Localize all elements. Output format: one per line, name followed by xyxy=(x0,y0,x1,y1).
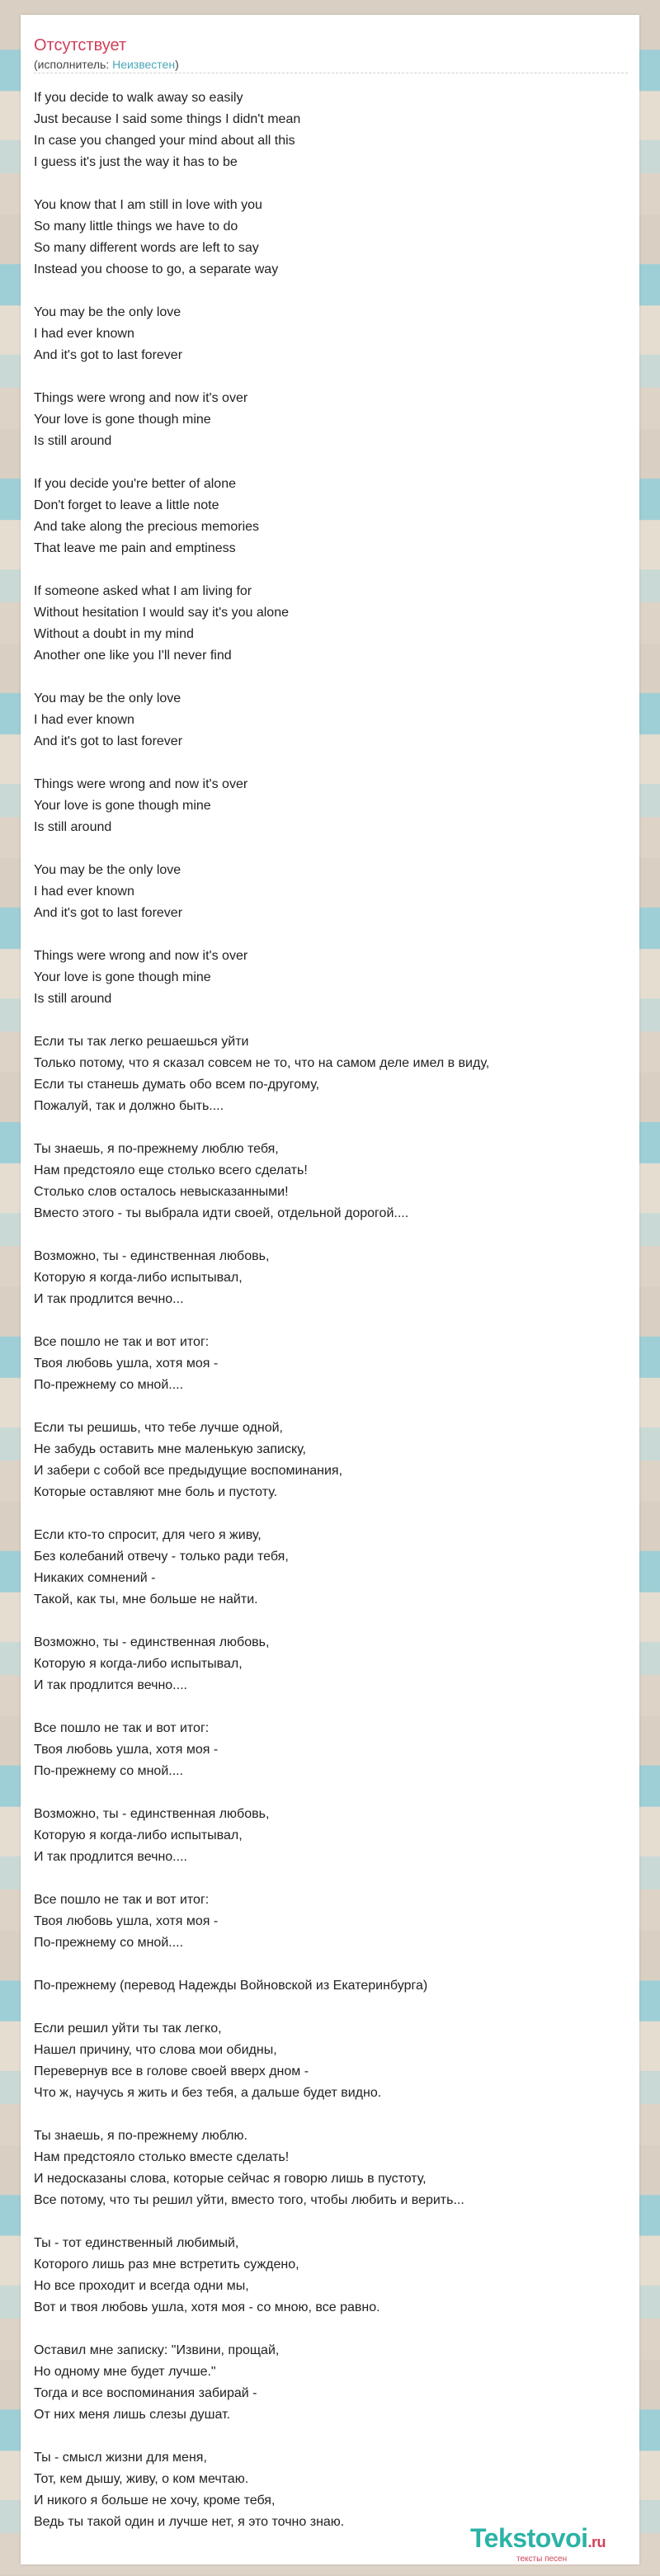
artist-suffix: ) xyxy=(175,58,179,71)
logo-tld: .ru xyxy=(587,2534,606,2550)
artist-line xyxy=(34,58,179,72)
lyrics-card xyxy=(21,15,639,2564)
song-title: Отсутствует xyxy=(34,36,127,54)
lyrics-text: If you decide to walk away so easily Just because I said some things I didn't mean In case you changed your mind about all this I guess it's just the way it has to be You know that I am still in love with you So many little things we have to do So many different words are left to say Instead you choose to go, a separate way You may be the only love I had ever known And it's got to last forever Things were wrong and now it's over Your love is gone though mine Is still around If you decide you're better of alone Don't forget to leave a little note And take along the precious memories That leave me pain and emptiness If someone asked what I am living for Without hesitation I would say it's you alone Without a doubt in my mind Another one like you I'll never find You may be the only love I had ever known And it's got to last forever Things were wrong and now it's over Your love is gone though mine Is still around You may be the only love I had ever known And it's got to last forever Things were wrong and now it's over Your love is gone though mine Is still around Если ты так легко решаешься уйти Только потому, что я сказал совсем не то, что на самом деле имел в виду, Если ты станешь думать обо всем по-другому, Пожалуй, так и должно быть.... Ты знаешь, я по-прежнему люблю тебя, Нам предстояло еще столько всего сделать! Столько слов осталось невысказанными! Вместо этого - ты выбрала идти своей, отдельной дорогой.... Возможно, ты - единственная любовь, Которую я когда-либо испытывал, И так продлится вечно... Все пошло не так и вот итог: Твоя любовь ушла, хотя моя - По-прежнему со мной.... Если ты решишь, что тебе лучше одной, Не забудь оставить мне маленькую записку, И забери с собой все предыдущие воспоминания, Которые оставляют мне боль и пустоту. Если кто-то спросит, для чего я живу, Без колебаний отвечу - только ради тебя, Никаких сомнений - Такой, как ты, мне больше не найти. Возможно, ты - единственная любовь, Которую я когда-либо испытывал, И так продлится вечно.... Все пошло не так и вот итог: Твоя любовь ушла, хотя моя - По-прежнему со мной.... Возможно, ты - единственная любовь, Которую я когда-либо испытывал, И так продлится вечно.... Все пошло не так и вот итог: Твоя любовь ушла, хотя моя - По-прежнему со мной.... По-прежнему (перевод Надежды Войновской из Екатеринбурга) Если решил уйти ты так легко, Нашел причину, что слова мои обидны, Перевернув все в голове своей вверх дном - Что ж, научусь я жить и без тебя, а дальше будет видно. Ты знаешь, я по-прежнему люблю. Нам предстояло столько вместе сделать! И недосказаны слова, которые сейчас я говорю лишь в пустоту, Все потому, что ты решил уйти, вместо того, чтобы любить и верить... Ты - тот единственный любимый, Которого лишь раз мне встретить суждено, Но все проходит и всегда одни мы, Вот и твоя любовь ушла, хотя моя - со мною, все равно. Оставил мне записку: "Извини, прощай, Но одному мне будет лучше." Тогда и все воспоминания забирай - От них меня лишь слезы душат. Ты - смысл жизни для меня, Тот, кем дышу, живу, о ком мечтаю. И никого я больше не хочу, кроме тебя, Ведь ты такой один и лучше нет, я это точно знаю. xyxy=(34,91,490,2529)
logo-name: Tekstovoi xyxy=(470,2523,588,2553)
logo-tagline: тексты песен xyxy=(516,2555,568,2564)
artist-prefix: (исполнитель: xyxy=(34,58,113,71)
logo-wordmark xyxy=(470,2523,606,2557)
site-logo[interactable] xyxy=(470,2523,644,2576)
artist-link[interactable]: Неизвестен xyxy=(112,58,176,71)
